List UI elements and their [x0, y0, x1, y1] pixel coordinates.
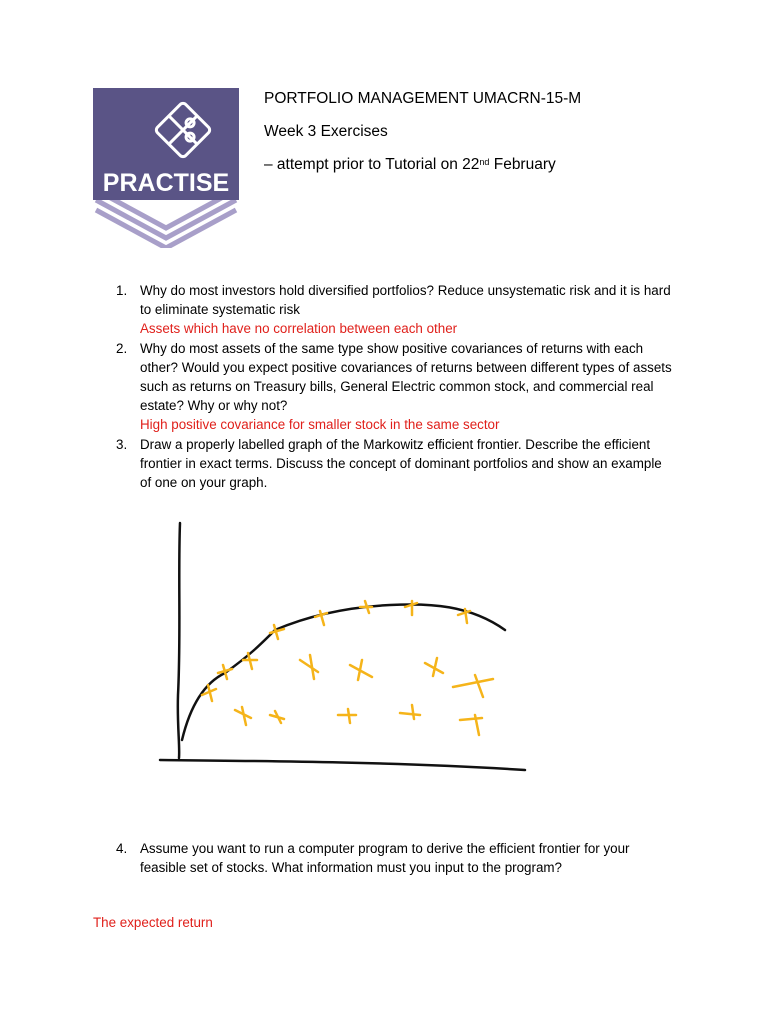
answer-text: High positive covariance for smaller stock in the same sector [140, 417, 500, 432]
question-text: Why do most investors hold diversified portfolios? Reduce unsystematic risk and it is hard to eliminate systematic risk [140, 283, 671, 317]
frontier-curve [182, 604, 505, 740]
tutorial-date-line: – attempt prior to Tutorial on 22nd February [264, 156, 556, 173]
question-number: 3. [116, 437, 128, 452]
x-axis [160, 760, 525, 770]
question-3 [116, 435, 676, 492]
efficient-frontier-sketch [150, 515, 540, 780]
question-text: Assume you want to run a computer program to derive the efficient frontier for your feasible set of stocks. What information must you input to the program? [140, 841, 630, 875]
question-number: 4. [116, 841, 128, 856]
practise-logo [93, 88, 239, 248]
portfolio-crosses [202, 601, 493, 735]
y-axis [178, 523, 180, 758]
question-number: 2. [116, 341, 128, 356]
question-text: Draw a properly labelled graph of the Markowitz efficient frontier. Describe the efficient frontier in exact terms. Discuss the concept of dominant portfolios and show an example of one on your graph. [140, 437, 662, 490]
logo-text: PRACTISE [102, 169, 230, 197]
question-4 [116, 839, 676, 877]
question-number: 1. [116, 283, 128, 298]
question-2 [116, 339, 676, 434]
document-subtitle: Week 3 Exercises [264, 123, 388, 140]
question-text: Why do most assets of the same type show positive covariances of returns with each other? Would you expect positive covariances of returns between different types of assets such as returns on Treasury bills, General Electric common stock, and commercial real estate? Why or why not? [140, 341, 672, 413]
question-1 [116, 281, 676, 338]
final-answer: The expected return [93, 915, 213, 930]
header [264, 90, 581, 189]
answer-text: Assets which have no correlation between each other [140, 321, 458, 336]
document-title: PORTFOLIO MANAGEMENT UMACRN-15-M [264, 90, 582, 107]
